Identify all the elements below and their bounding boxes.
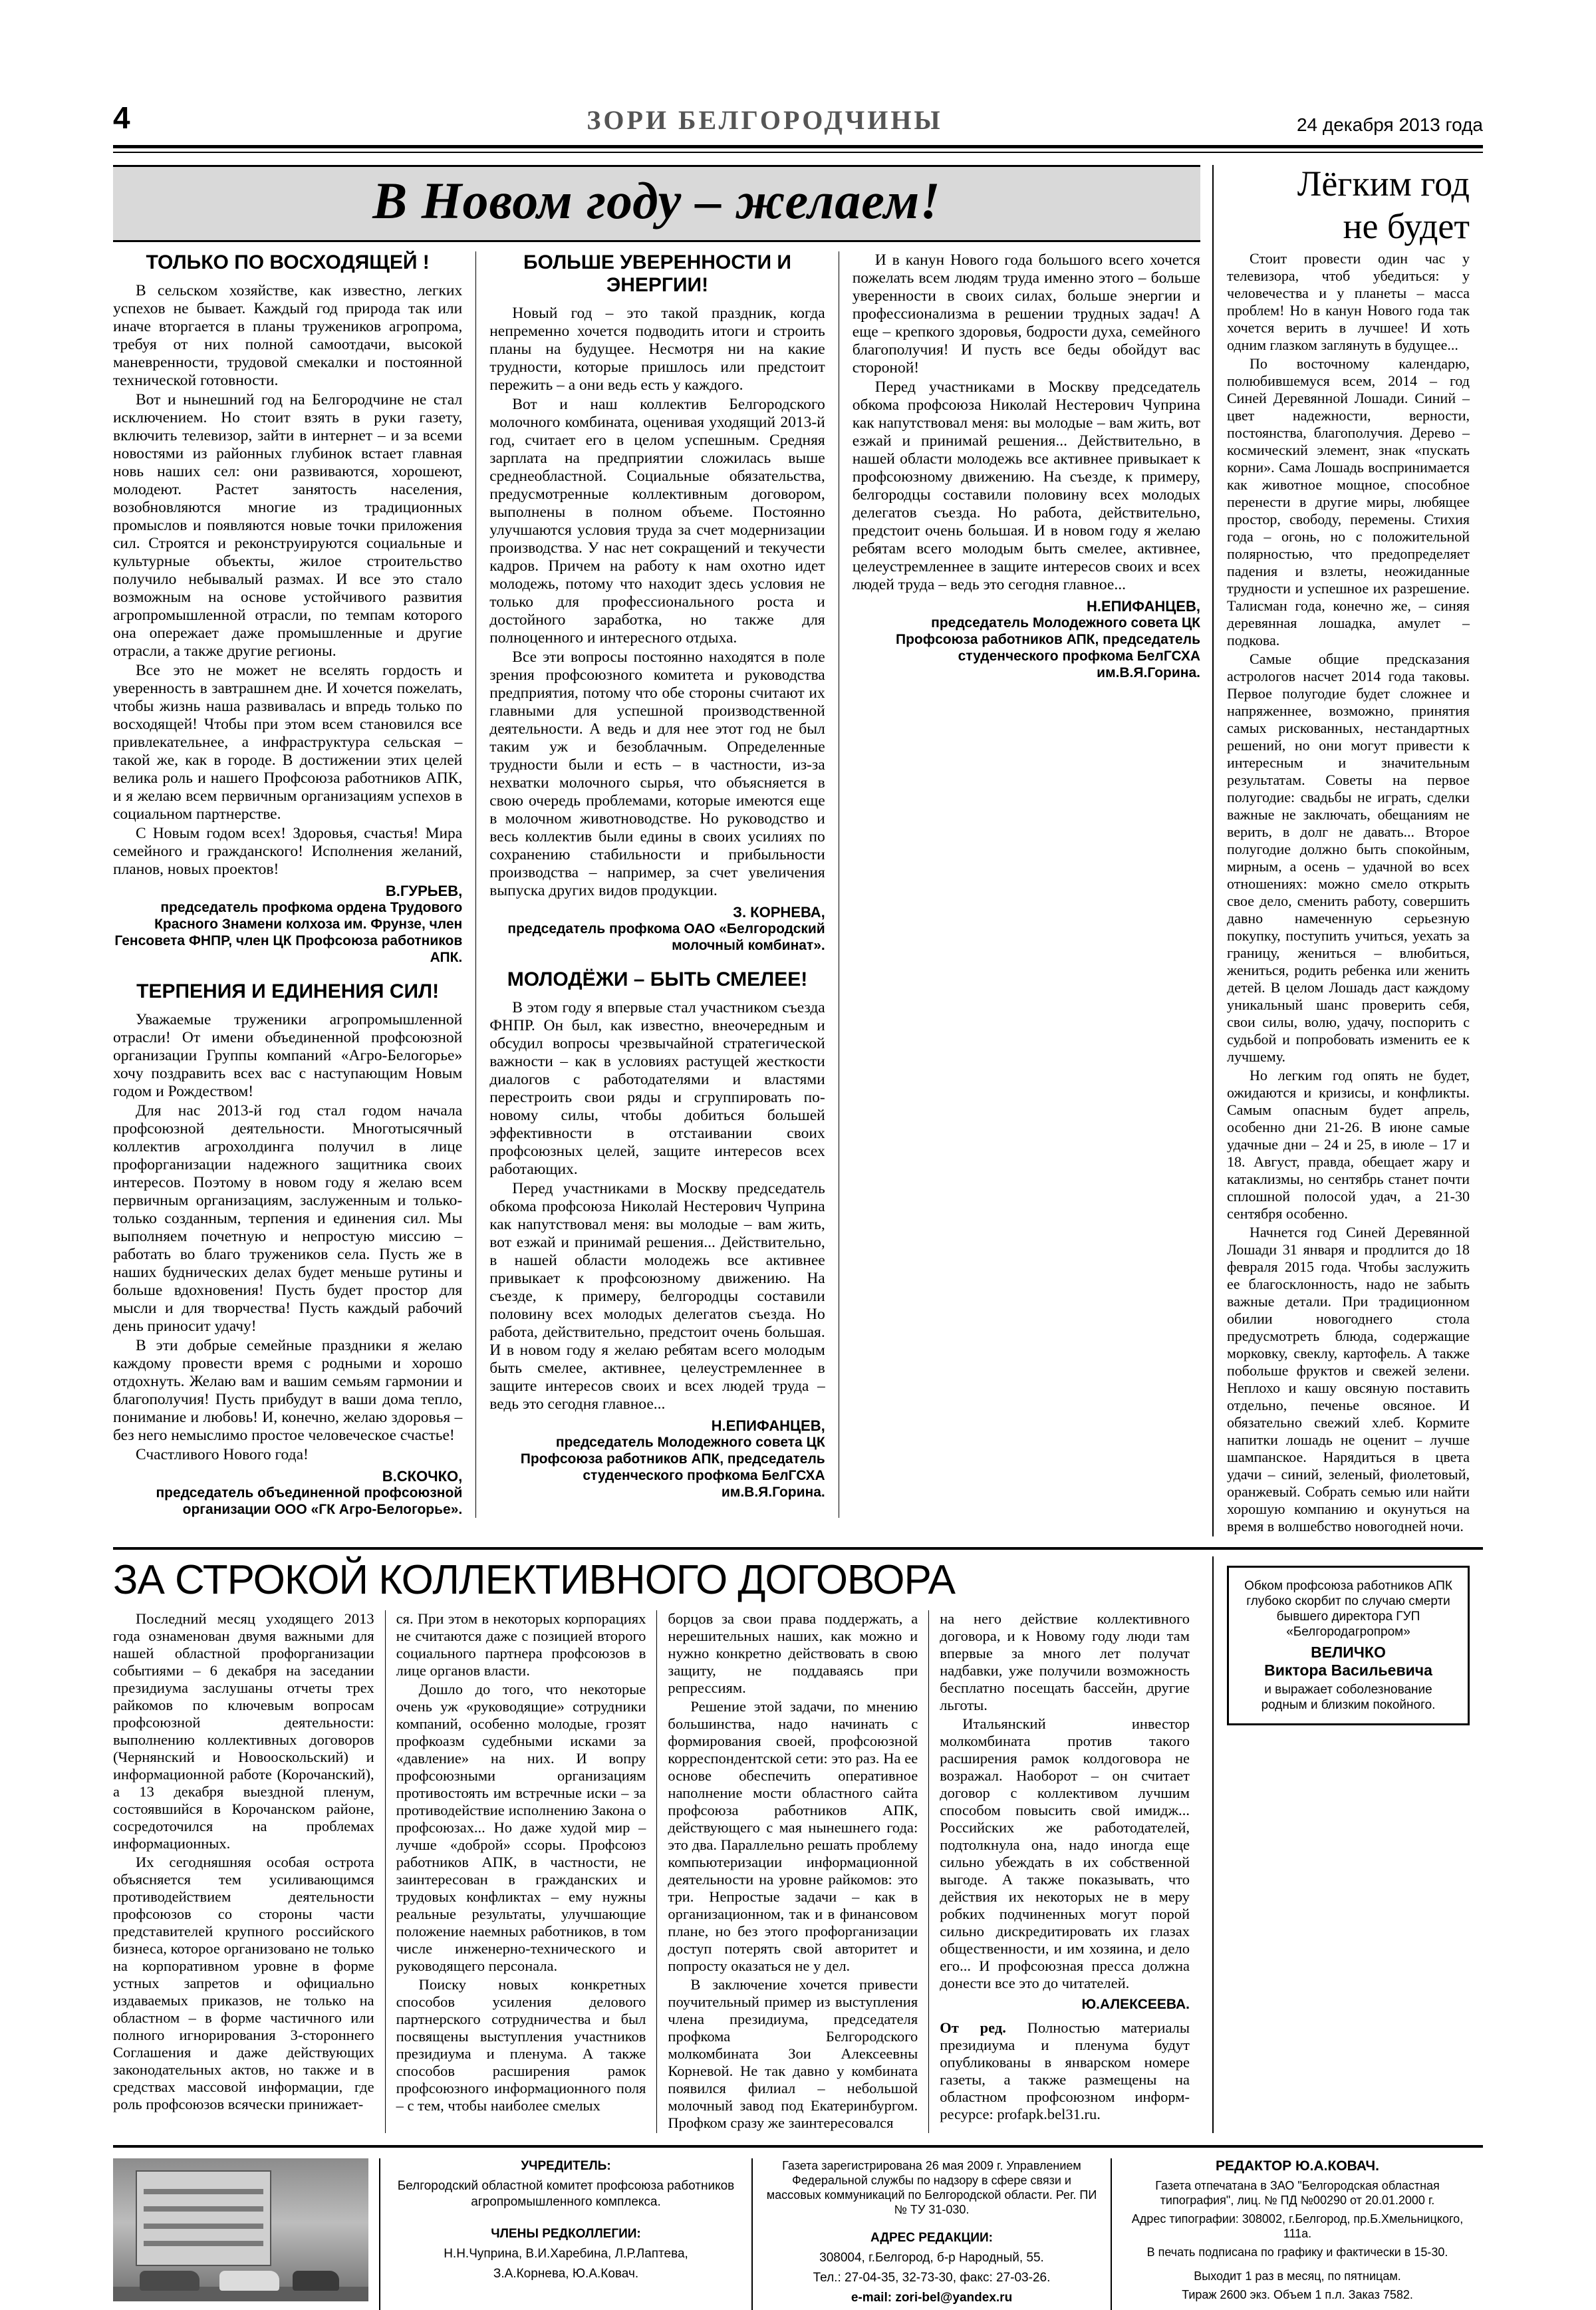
registration-text: Газета зарегистрирована 26 мая 2009 г. Управлением Федеральной службы по надзору в сфере связи и массовых коммуникаций по Белгородской области. Рег. ПИ № ТУ 31-030. bbox=[766, 2159, 1097, 2216]
footer-founder bbox=[379, 2158, 751, 2310]
article-paragraph: Вот и нынешний год на Белгородчине не стал исключением. Но стоит взять в руки газету, включить телевизор, зайти в интернет – и за всеми новостями из районных глубинок встает главная новь наших сел: они развиваются, хорошеют, молодеют. Растет занятость населения, возобновляются многие из традиционных промыслов и появляются новые точки приложения сил. Строятся и реконструируются социальные и культурные объекты, жилое строительство получило небывалый размах. И все это стало возможным на основе устойчивого развития агропромышленной отрасли, по темпам которого она опережает даже промышленные и другие отрасли, а также другие регионы. bbox=[113, 391, 463, 660]
article-signature bbox=[489, 904, 825, 954]
feature2-byline: Ю.АЛЕКСЕЕВА. bbox=[1081, 1997, 1190, 2012]
feature2-right bbox=[1214, 1556, 1470, 2133]
obituary-surname: ВЕЛИЧКО bbox=[1311, 1644, 1386, 1661]
address-line-2: Тел.: 27-04-35, 32-73-30, факс: 27-03-26. bbox=[813, 2271, 1051, 2285]
obituary-notice bbox=[1227, 1566, 1470, 1725]
editor-note-text: Полностью материалы президиума и пленума будут опубликованы в январском номере газеты, а также размещены на областном профсоюзном информ-ресурсе: profapk.bel31.ru. bbox=[940, 2019, 1190, 2122]
feature2-paragraph: Дошло до того, что некоторые очень уж «руководящие» сотрудники компаний, особенно молодые, грозят профкоазм судебными исками за «давление» на них. И вопру профсоюзными организациям противостоять им встречные иски – за противодействие исполнению Закона о профсоюзах... Но даже худой мир – лучше «доброй» ссоры. Профсоюз работников АПК, в частности, не заинтересован в гражданских и трудовых конфликтах – ему нужны реальные результаты, улучшающие положение наемных работников, в том числе инженерно-технического и руководящего персонала. bbox=[396, 1681, 646, 1974]
signature-name: В.СКОЧКО, bbox=[382, 1468, 463, 1485]
feature2-paragraph: на него действие коллективного договора, и к Новому году люди там впервые за много лет получат надбавки, уже получили возможность бесплатно посещать бассейн, другие льготы. bbox=[940, 1610, 1190, 1713]
board-members-2: З.А.Корнева, Ю.А.Ковач. bbox=[493, 2267, 639, 2281]
article-paragraph: Все эти вопросы постоянно находятся в поле зрения профсоюзного комитета и руководства предприятия, потому что обе стороны считают их главными для успешной производственной деятельности. А ведь и для нее этот год не был таким уж и безоблачным. Определенные трудности были и есть – в частности, из-за нехватки молочного сырья, что объясняется в свою очередь проблемами, которые имеются еще в молочном животноводстве. Но руководство и весь коллектив были едины в своих усилиях по сохранению стабильности и прибыльности производства – например, за счет увеличения выпуска других видов продукции. bbox=[489, 649, 825, 899]
article-signature bbox=[853, 598, 1200, 681]
article-heading-4: МОЛОДЁЖИ – БЫТЬ СМЕЛЕЕ! bbox=[507, 968, 808, 990]
feature2-column-3 bbox=[656, 1610, 928, 2133]
sidebar-paragraph: Начнется год Синей Деревянной Лошади 31 января и продлится до 18 февраля 2015 года. Чтобы заслужить ее благосклонность, надо не забыть важные детали. При традиционном обилии новогоднего стола предусмотреть блюда, содержащие морковку, свеклу, картофель. А также побольше фруктов и свежей зелени. Неплохо и кашу овсяную поставить отдельно, печенье овсяное. И обязательно свежий хлеб. Кормите напитки лошадь не оценит – лучше шампанское. Нарядиться в цвета удачи – синий, зеленый, фиолетовый, оранжевый. Собрать семью или найти хорошую компанию и окунуться на время в волшебство новогодней ночи. bbox=[1227, 1224, 1470, 1534]
sidebar-paragraph: Но легким год опять не будет, ожидаются и кризисы, и конфликты. Самым опасным будет апрель, особенно дни 21-26. В июне самые удачные дни – 24 и 25, в июле – 17 и 18. Август, правда, обещает жару и катаклизмы, но сентябрь станет почти сплошной полосой удач, а 21-30 сентября особенно. bbox=[1227, 1067, 1470, 1222]
masthead-rule bbox=[113, 152, 1483, 153]
building-shape bbox=[136, 2170, 271, 2266]
signature-title: председатель профкома ОАО «Белгородский молочный комбинат». bbox=[507, 921, 825, 953]
signature-title: председатель Молодежного совета ЦК Профсоюза работников АПК, председатель студенческого профкома БелГСХА им.В.Я.Горина. bbox=[520, 1435, 825, 1500]
article-signature bbox=[489, 1417, 825, 1501]
feature2-paragraph: борцов за свои права поддержать, а нерешительных наших, как можно и нужно конкретно действовать в свою защиту, не поддаваясь при репрессиям. bbox=[668, 1610, 918, 1696]
building-photo bbox=[113, 2158, 368, 2301]
sidebar-article bbox=[1214, 165, 1470, 1536]
column-1 bbox=[113, 251, 475, 1518]
car-shape bbox=[293, 2271, 339, 2291]
article-paragraph: Уважаемые труженики агропромышленной отрасли! От имени объединенной профсоюзной организации Группы компаний «Агро-Белогорье» хочу поздравить всех вас с наступающим Новым годом и Рождеством! bbox=[113, 1011, 463, 1100]
feature2 bbox=[113, 1547, 1483, 2133]
article-paragraph: И в канун Нового года большого всего хочется пожелать всем людям труда именно этого – больше уверенности в своих силах, больше энергии и профессионализма в решении трудных задач! А еще – крепкого здоровья, бодрости духа, семейного благополучия! И пусть все беды обойдут вас стороной! bbox=[852, 251, 1200, 376]
editor-label: РЕДАКТОР Ю.А.КОВАЧ. bbox=[1216, 2158, 1379, 2174]
print-line-3: В печать подписана по графику и фактически в 15-30. bbox=[1146, 2245, 1448, 2259]
article-paragraph: Перед участниками в Москву председатель обкома профсоюза Николай Нестерович Чуприна как напутствовал меня: вы молодые – вам жить, вот езжай и принимай решения... Действительно, в нашей области молодежь все активнее привыкает к профсоюзному движению. На съезде, к примеру, белгородцы составили половину всех молодых делегатов съезда. Но работа, действительно, предстоит очень большая. И в новом году я желаю ребятам всего молодым быть смелее, активнее, целеустремленнее в защите интересов своих и всех людей труда – ведь это сегодня главное... bbox=[489, 1180, 825, 1413]
sidebar-title-line1: Лёгким год bbox=[1297, 164, 1470, 204]
article-heading-2: ТЕРПЕНИЯ И ЕДИНЕНИЯ СИЛ! bbox=[136, 980, 440, 1002]
address-label: АДРЕС РЕДАКЦИИ: bbox=[870, 2231, 994, 2245]
address-line-1: 308004, г.Белгород, б-р Народный, 55. bbox=[819, 2251, 1044, 2265]
signature-title: председатель Молодежного совета ЦК Профсоюза работников АПК, председатель студенческого профкома БелГСХА им.В.Я.Горина. bbox=[895, 615, 1200, 680]
editor-note bbox=[940, 2019, 1190, 2123]
feature2-column-2 bbox=[385, 1610, 657, 2133]
signature-name: Н.ЕПИФАНЦЕВ, bbox=[711, 1417, 825, 1434]
obituary-name: Виктора Васильевича bbox=[1264, 1661, 1432, 1679]
board-members-1: Н.Н.Чуприна, В.И.Харебина, Л.Р.Лаптева, bbox=[444, 2247, 688, 2261]
feature2-paragraph: Решение этой задачи, по мнению большинства, надо начинать с формирования своей, профсоюзной корреспондентской сети: это раз. На ее основе обеспечить оперативное наполнение мости областного сайта профсоюза работников АПК, действующего с мая нынешнего года: это два. Параллельно решать проблему компьютеризации информационной деятельности на уровне райкомов: это три. Непростые задачи – как в организационном, так и в финансовом плане, но без этого профорганизации доступ потерять свой авторитет и попросту оказаться не у дел. bbox=[668, 1698, 918, 1974]
car-shape bbox=[219, 2271, 279, 2291]
issue-line-1: Выходит 1 раз в месяц, по пятницам. bbox=[1194, 2269, 1401, 2283]
footer-print-info bbox=[1111, 2158, 1483, 2310]
article-signature bbox=[113, 1468, 462, 1518]
car-shape bbox=[140, 2271, 200, 2291]
feature2-column-4 bbox=[928, 1610, 1200, 2133]
sidebar-title-line2: не будет bbox=[1343, 206, 1470, 246]
signature-name: В.ГУРЬЕВ, bbox=[385, 883, 463, 899]
article-signature bbox=[113, 883, 462, 966]
article-paragraph: В сельском хозяйстве, как известно, легких успехов не бывает. Каждый год природа так или иначе вторгается в планы тружеников агропрома, требуя от них полной самоотдачи, высокой маневренности, трудовой смекалки и постоянной технической готовности. bbox=[113, 282, 463, 389]
signature-name: З. КОРНЕВА, bbox=[733, 904, 825, 921]
sidebar-paragraph: По восточному календарю, полюбившемуся всем, 2014 – год Синей Деревянной Лошади. Синий – цвет надежности, верности, постоянства, благополучия. Дерево – космический элемент, знак «пускать корни». Сама Лошадь воспринимается как животное мощное, способное перенести в другие миры, любящее простор, свободу, перемены. Стихия года – огонь, но с положительной полярностью, что предопределяет падения и взлеты, неожиданные трудности и успешное их разрешение. Талисман года, конечно же, – синяя деревянная лошадка, амулет – подкова. bbox=[1227, 355, 1470, 649]
sidebar-paragraph: Стоит провести один час у телевизора, чтоб убедиться: у человечества и у планеты – масса проблем! Но в канун Нового года так хочется верить в лучшее! И хоть одним глазком заглянуть в будущее... bbox=[1227, 250, 1470, 353]
feature2-paragraph: Поиску новых конкретных способов усиления делового партнерского сотрудничества и был посвящены выступления участников президиума и пленума. А также способов расширения рамок профсоюзного информационного поля – с тем, чтобы наиболее смелых bbox=[396, 1976, 646, 2114]
newspaper-title: ЗОРИ БЕЛГОРОДЧИНЫ bbox=[587, 105, 943, 135]
signature-title: председатель профкома ордена Трудового Красного Знамени колхоза им. Фрунзе, член Генсовета ФНПР, член ЦК Профсоюза работников АПК. bbox=[114, 900, 463, 965]
print-line-1: Газета отпечатана в ЗАО "Белгородская областная типография", лиц. № ПД №00290 от 20.01.2000 г. bbox=[1155, 2179, 1440, 2207]
editor-note-label: От ред. bbox=[940, 2019, 1006, 2036]
article-paragraph: Новый год – это такой праздник, когда непременно хочется подводить итоги и строить планы на будущее. Несмотря ни на какие трудности, которые пришлось или предстоит пережить – а они ведь есть у каждого. bbox=[489, 305, 825, 394]
left-block bbox=[113, 165, 1214, 1536]
signature-title: председатель объединенной профсоюзной организации ООО «ГК Агро-Белогорье». bbox=[156, 1485, 463, 1517]
article-paragraph: В эти добрые семейные праздники я желаю каждому провести время с родными и хорошо отдохнуть. Желаю вам и вашим семьям гармонии и благополучия! Пусть прибудут в ваши дома тепло, понимание и любовь! И, конечно, желаю здоровья – без него немыслимо простое человеческое счастье! bbox=[113, 1337, 463, 1444]
feature2-paragraph: ся. При этом в некоторых корпорациях не считаются даже с позицией второго социального партнера профсоюзов в лице органов власти. bbox=[396, 1610, 646, 1679]
feature1-columns bbox=[113, 251, 1200, 1518]
feature-banner bbox=[113, 165, 1200, 242]
article-paragraph: Перед участниками в Москву председатель обкома профсоюза Николай Нестерович Чуприна как напутствовал меня: вы молодые – вам жить, вот езжай и принимай решения... Действительно, в нашей области молодежь все активнее привыкает к профсоюзному движению. На съезде, к примеру, белгородцы составили половину всех молодых делегатов съезда. Но работа, действительно, предстоит очень большая. И в новом году я желаю ребятам всего молодым быть смелее, активнее, целеустремленнее в защите интересов своих и всех людей труда – ведь это сегодня главное... bbox=[852, 378, 1200, 593]
feature2-paragraph: Итальянский инвестор молкомбината против такого расширения рамок колдоговора не возражал. Наоборот – он считает договор с коллективом лучшим способом повысить свой имидж... Российских же работодателей, подтолкнула она, надо иногда еще сильно убеждать в их собственной выгоде. А также показывать, что действия их некоторых не в меру робких подчиненных могут порой сильно дискредитировать их глазах общественности, и им хозяина, и дело его... И профсоюзная пресса должна донести все это до читателей. bbox=[940, 1715, 1190, 1991]
obituary-text-1: Обком профсоюза работников АПК глубоко скорбит по случаю смерти бывшего директора ГУП «Белгородагропром» bbox=[1244, 1579, 1452, 1639]
feature2-paragraph: Последний месяц уходящего 2013 года ознаменован двумя важными для нашей областной профорганизации событиями – 6 декабря на заседании президиума заслушаны отчеты трех райкомов по ключевым вопросам профсоюзной деятельности: выполнению коллективных договоров (Чернянский и Новооскольский) и информационной работе (Корочанский), а 13 декабря выездной пленум, состоявшийся в Корочанском районе, сосредоточился на проблемах информационных. bbox=[113, 1610, 374, 1852]
feature2-left bbox=[113, 1556, 1214, 2133]
article-heading-3: БОЛЬШЕ УВЕРЕННОСТИ И ЭНЕРГИИ! bbox=[523, 251, 791, 296]
footer-registration bbox=[751, 2158, 1111, 2310]
page-footer bbox=[113, 2145, 1483, 2310]
article-paragraph: Все это не может не вселять гордость и уверенность в завтрашнем дне. И хочется пожелать, чтобы жизнь наша развивалась и впредь только по восходящей! Чтобы при этом всем становился все привлекательнее, а инфраструктура сельская – такой же, как в городе. В достижении этих целей велика роль и нашего Профсоюза работников АПК, и я желаю всем первичным организациям успехов в социальном партнерстве. bbox=[113, 662, 463, 823]
feature2-column-1 bbox=[113, 1610, 385, 2133]
print-line-2: Адрес типографии: 308002, г.Белгород, пр.Б.Хмельницкого, 111а. bbox=[1131, 2212, 1464, 2240]
article-paragraph: Вот и наш коллектив Белгородского молочного комбината, оценивая уходящий 2013-й год, считает его в целом успешным. Средняя зарплата на предприятии сложилась выше среднеобластной. Социальные обязательства, предусмотренные коллективным договором, выполнены в полном объеме. Постоянно улучшаются условия труда за счет модернизации производства. У нас нет сокращений и текучести кадров. Причем на работу к нам охотно идет молодежь, потому что находит здесь условия не только для профессионального роста и достойного заработка, но также для полноценного и интересного отдыха. bbox=[489, 396, 825, 647]
obituary-text-2: и выражает соболезнование родным и близким покойного. bbox=[1261, 1683, 1436, 1712]
feature2-paragraph: Их сегодняшняя особая острота объясняется тем усиливающимся противодействием деятельности профсоюзов со стороны части представителей крупного российского бизнеса, которое организовано не только на корпоративном уровне в форме устных запретов и официально издаваемых приказов, не только на областном – в форме частичного или полного игнорирования 3-стороннего Соглашения и даже действующих законодательных актов, но также и в средствах массовой информации, где роль профсоюзов всячески принижает- bbox=[113, 1854, 374, 2112]
article-paragraph: С Новым годом всех! Здоровья, счастья! Мира семейного и гражданского! Исполнения желаний, планов, новых проектов! bbox=[113, 825, 463, 878]
feature2-columns bbox=[113, 1610, 1200, 2133]
main-area bbox=[113, 165, 1483, 1536]
feature2-paragraph: В заключение хочется привести поучительный пример из выступления члена президиума, председателя профкома Белгородского молкомбината Зои Алексеевны Корневой. Не так давно у комбината появился филиал – небольшой молочный завод под Екатеринбургом. Профком сразу же заинтересовался bbox=[668, 1976, 918, 2131]
article-heading-1: ТОЛЬКО ПО ВОСХОДЯЩЕЙ ! bbox=[146, 251, 430, 273]
column-2 bbox=[475, 251, 839, 1518]
issue-line-2: Тираж 2600 экз. Объем 1 п.л. Заказ 7582. bbox=[1182, 2288, 1413, 2301]
board-label: ЧЛЕНЫ РЕДКОЛЛЕГИИ: bbox=[491, 2227, 641, 2241]
article-paragraph: Для нас 2013-й год стал годом начала профсоюзной деятельности. Многотысячный коллектив агрохолдинга получил в лице профорганизации надежного защитника своих интересов. Поэтому в новом году я желаю всем первичным организациям, заслуженным и только-только созданным, терпения и единения сил. Мы выполняем почетную и непростую миссию – работать во благо тружеников села. Пусть же в наших буднических делах будет меньше рутины и больше вдохновения! Пусть будет простор для мысли и для творчества! Пусть каждый рабочий день приносит удачу! bbox=[113, 1102, 463, 1335]
page-number: 4 bbox=[113, 100, 130, 135]
feature2-wrap bbox=[113, 1556, 1483, 2133]
founder-text: Белгородский областной комитет профсоюза работников агропромышленного комплекса. bbox=[397, 2179, 735, 2209]
signature-name: Н.ЕПИФАНЦЕВ, bbox=[1086, 598, 1200, 615]
footer-photo-block bbox=[113, 2158, 379, 2310]
issue-date: 24 декабря 2013 года bbox=[1296, 114, 1483, 135]
founder-label: УЧРЕДИТЕЛЬ: bbox=[521, 2159, 611, 2173]
feature2-headline: ЗА СТРОКОЙ КОЛЛЕКТИВНОГО ДОГОВОРА bbox=[113, 1557, 956, 1603]
article-paragraph: Счастливого Нового года! bbox=[136, 1446, 309, 1463]
sidebar-paragraph: Самые общие предсказания астрологов насчет 2014 года таковы. Первое полугодие будет сложнее и напряженнее, возможно, принятия самых рискованных, нестандартных решений, но они могут привести к интересным и значительным результатам. Советы на первое полугодие: свадьбы не играть, сделки важные не заключать, обещаниям не верить, в долг не давать... Второе полугодие должно быть спокойным, мирным, а осень – удачной во всех отношениях: можно смело открыть свое дело, сменить работу, совершить давно намеченную серьезную покупку, поступить учиться, уехать за границу, жениться – влюбиться, жениться, родить ребенка или женить детей. В целом Лошадь даст каждому уникальный шанс проверить себя, свои силы, волю, удачу, поспорить с судьбой и попробовать изменить ее к лучшему. bbox=[1227, 650, 1470, 1065]
feature-banner-text: В Новом году – желаем! bbox=[372, 172, 941, 229]
article-paragraph: В этом году я впервые стал участником съезда ФНПР. Он был, как известно, внеочередным и обсудил вопросы чрезвычайной стратегической важности – как в условиях растущей жесткости диалогов с работодателями и властями перестроить свои ряды и сгруппировать по-новому силы, чтобы добиться большей эффективности в отстаивании своих профсоюзных целей, защите интересов всех работающих. bbox=[489, 999, 825, 1178]
column-3 bbox=[839, 251, 1200, 1518]
address-email[interactable]: e-mail: zori-bel@yandex.ru bbox=[851, 2291, 1013, 2305]
masthead bbox=[113, 100, 1483, 148]
